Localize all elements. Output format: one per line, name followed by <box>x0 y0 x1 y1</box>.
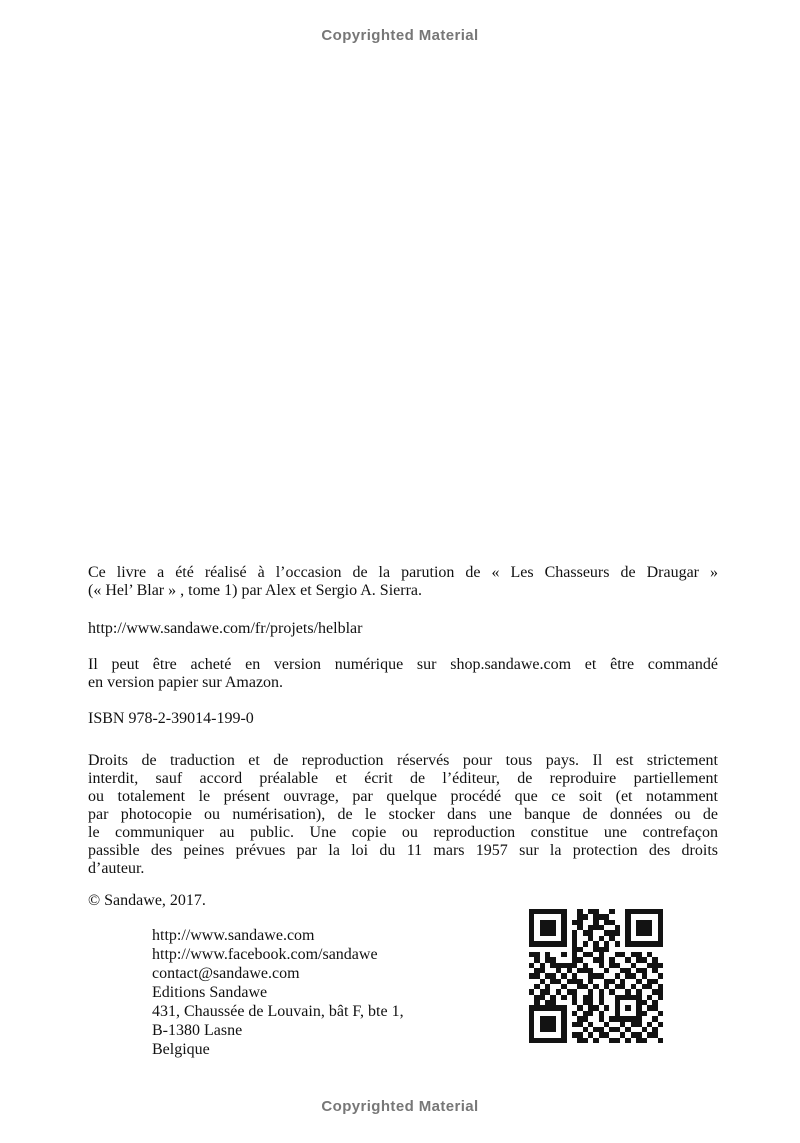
publisher-address-country: Belgique <box>152 1041 210 1058</box>
rights-paragraph <box>88 752 718 878</box>
purchase-paragraph <box>88 656 718 692</box>
text-line: passible des peines prévues par la loi du 11 mars 1957 sur la protection des droits <box>88 842 718 859</box>
publisher-email: contact@sandawe.com <box>152 965 300 982</box>
publisher-facebook: http://www.facebook.com/sandawe <box>152 946 378 963</box>
copyrighted-material-watermark-top: Copyrighted Material <box>321 27 479 44</box>
qr-row <box>529 1038 663 1043</box>
project-url: http://www.sandawe.com/fr/projets/helblar <box>88 620 363 637</box>
text-line: le communiquer au public. Une copie ou reproduction constitue une contrefaçon <box>88 824 718 841</box>
publisher-address-street: 431, Chaussée de Louvain, bât F, bte 1, <box>152 1003 404 1020</box>
publisher-name: Editions Sandawe <box>152 984 268 1001</box>
publisher-address-city: B-1380 Lasne <box>152 1022 243 1039</box>
text-line: Il peut être acheté en version numérique sur shop.sandawe.com et être commandé <box>88 656 718 673</box>
qr-module <box>658 1038 663 1043</box>
text-line: Ce livre a été réalisé à l’occasion de la parution de « Les Chasseurs de Draugar » <box>88 564 718 581</box>
text-line: ou totalement le présent ouvrage, par quelque procédé que ce soit (et notamment <box>88 788 718 805</box>
copyright-line: © Sandawe, 2017. <box>88 892 206 909</box>
intro-paragraph <box>88 564 718 600</box>
text-line: Droits de traduction et de reproduction réservés pour tous pays. Il est strictement <box>88 752 718 769</box>
text-line: interdit, sauf accord préalable et écrit de l’éditeur, de reproduire partiellement <box>88 770 718 787</box>
text-line: par photocopie ou numérisation), de le stocker dans une banque de données ou de <box>88 806 718 823</box>
text-line: d’auteur. <box>88 860 145 877</box>
publisher-website: http://www.sandawe.com <box>152 927 315 944</box>
copyrighted-material-watermark-bottom: Copyrighted Material <box>321 1098 479 1115</box>
isbn-line: ISBN 978-2-39014-199-0 <box>88 710 254 727</box>
text-line: (« Hel’ Blar » , tome 1) par Alex et Sergio A. Sierra. <box>88 582 422 599</box>
text-line: en version papier sur Amazon. <box>88 674 284 691</box>
qr-code <box>529 909 663 1043</box>
